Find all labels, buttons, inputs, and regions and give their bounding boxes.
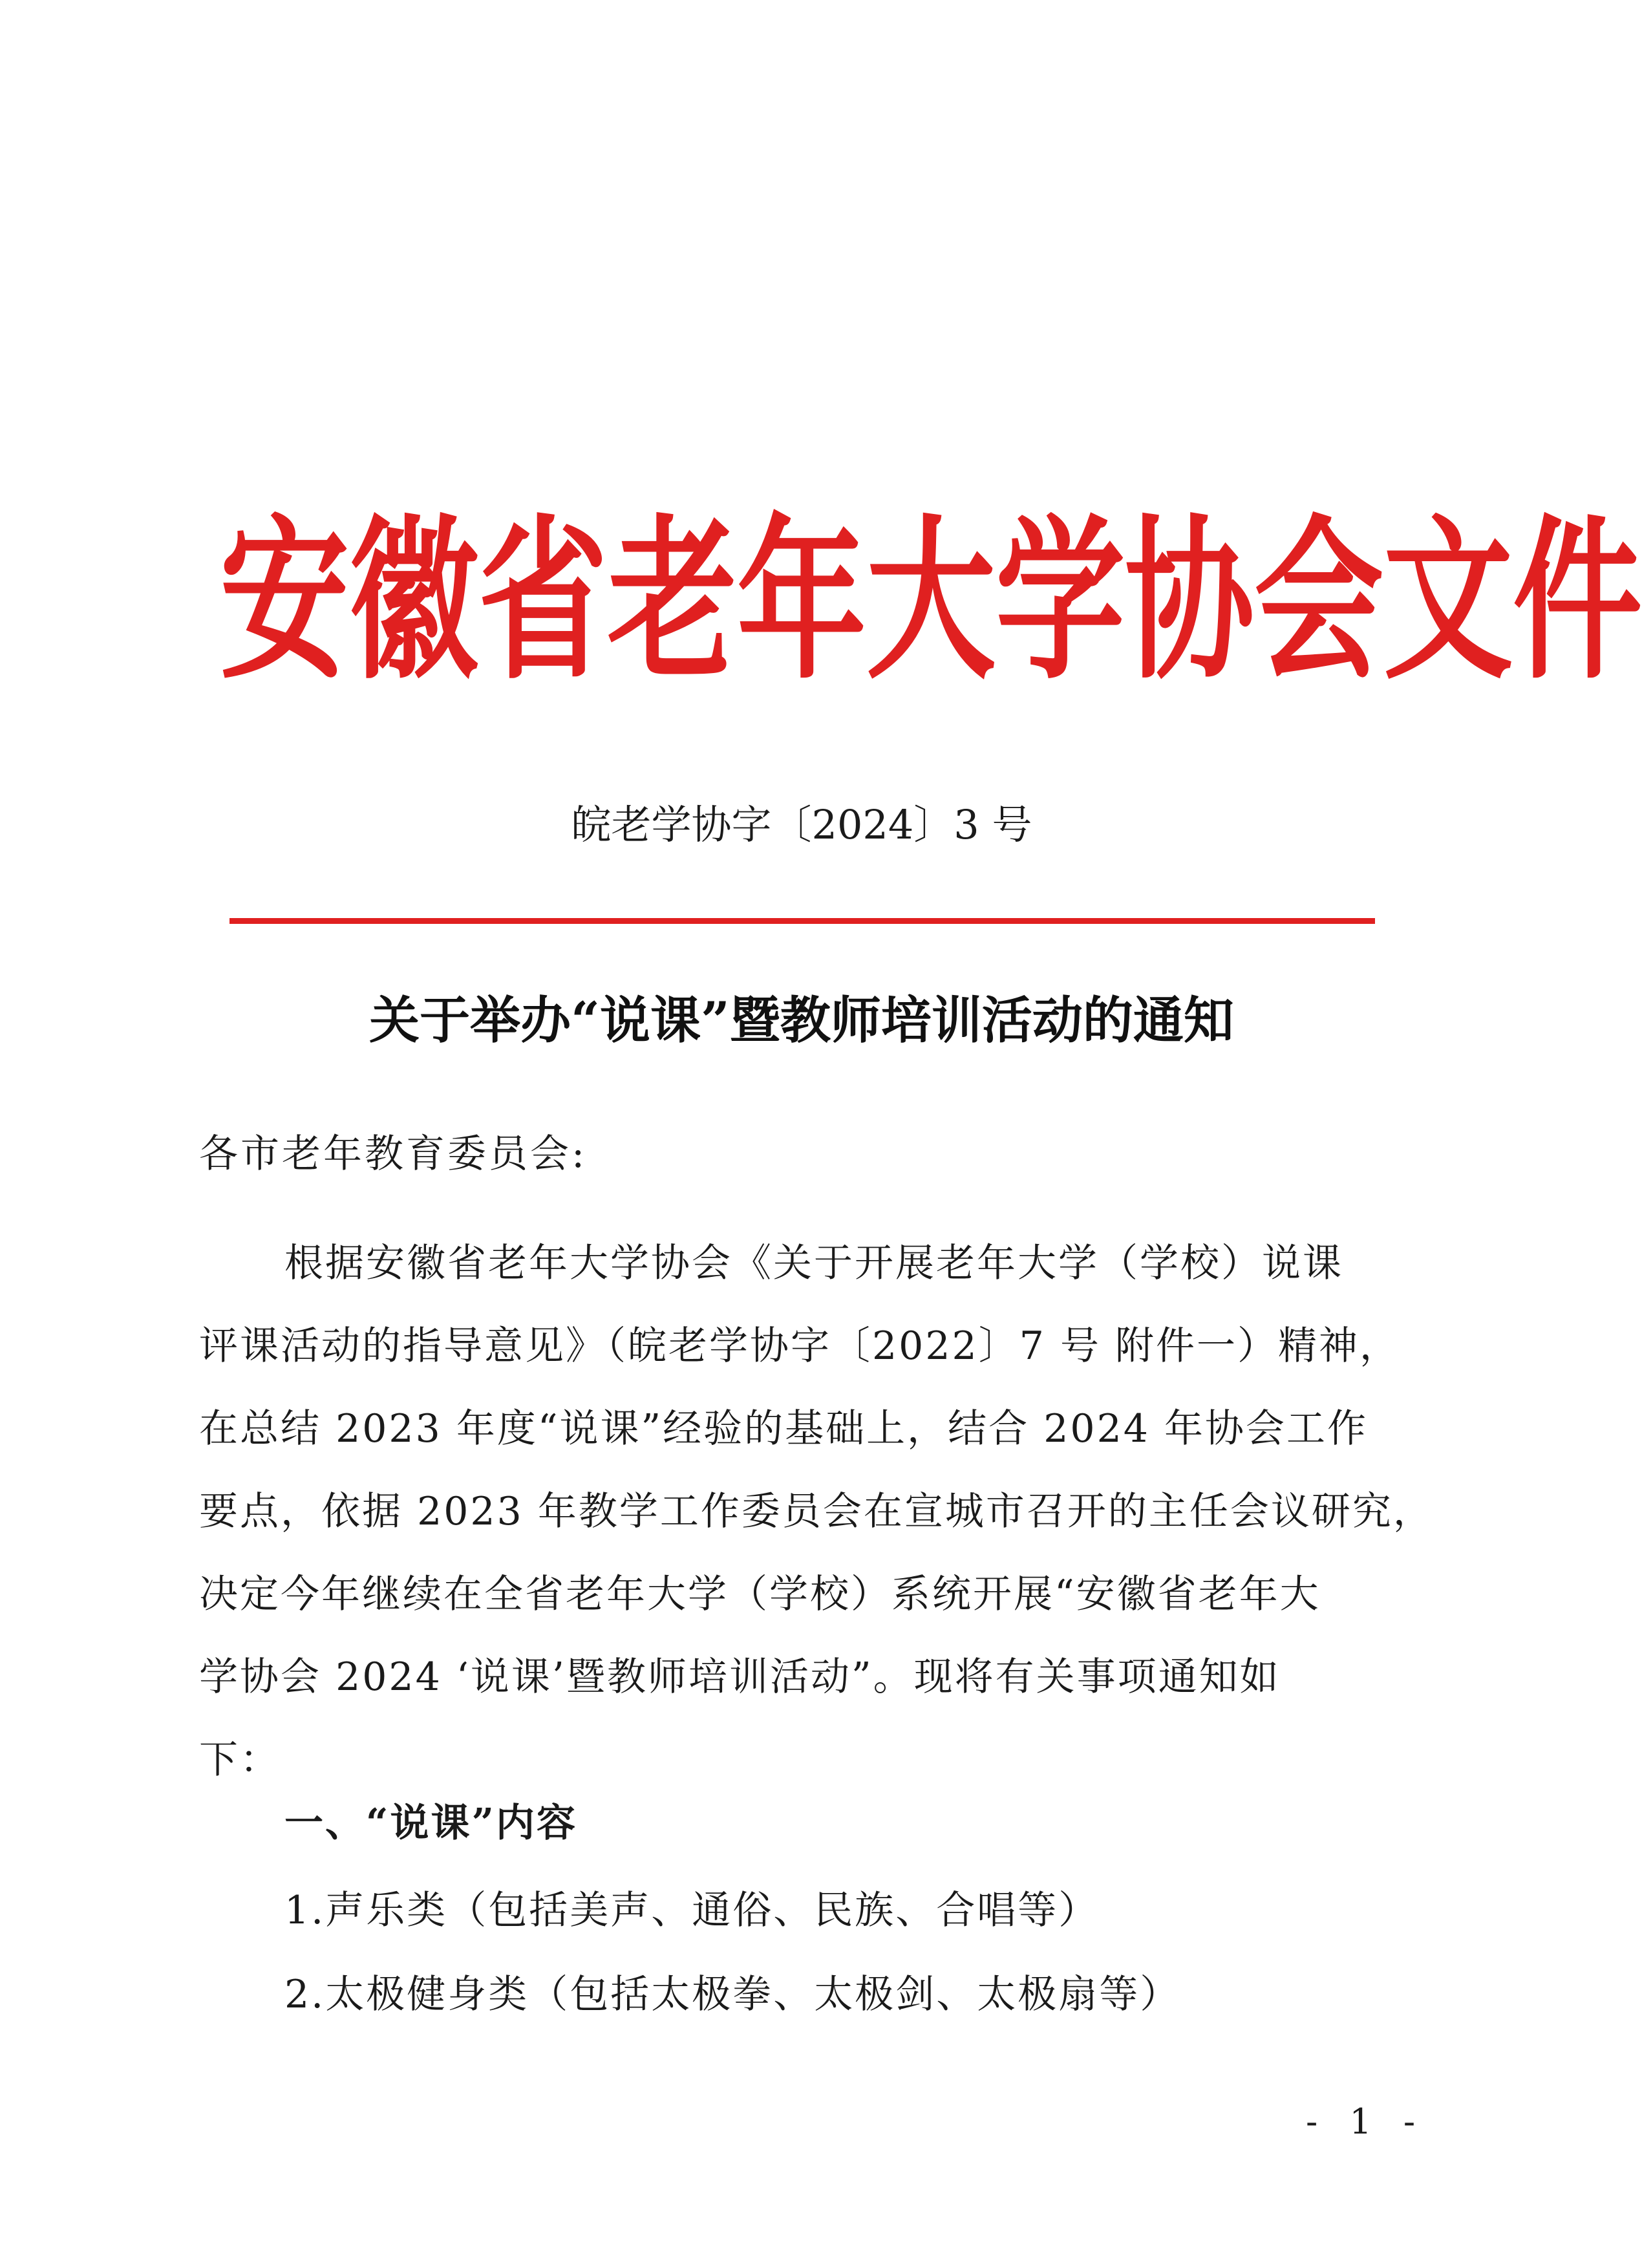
masthead-char: 安: [220, 498, 350, 703]
masthead-title: [220, 498, 1642, 703]
content-item: 1.声乐类（包括美声、通俗、民族、合唱等）: [284, 1888, 1100, 1933]
salutation: 各市老年教育委员会:: [199, 1131, 588, 1177]
masthead-char: 省: [478, 498, 608, 703]
masthead-char: 会: [1254, 498, 1384, 703]
body-line: 学协会 2024 ‘说课’暨教师培训活动”。现将有关事项通知如: [199, 1654, 1281, 1700]
masthead-char: 文: [1383, 498, 1513, 703]
body-line: 在总结 2023 年度“说课”经验的基础上，结合 2024 年协会工作: [199, 1406, 1369, 1451]
notice-title: 关于举办“说课”暨教师培训活动的通知: [369, 991, 1234, 1050]
red-divider-rule: [229, 918, 1375, 924]
body-line: 决定今年继续在全省老年大学（学校）系统开展“安徽省老年大: [199, 1572, 1321, 1617]
body-paragraph: [199, 1222, 1448, 1801]
masthead-char: 徽: [349, 498, 479, 703]
section-heading: 一、“说课”内容: [284, 1801, 578, 1846]
body-line: 评课活动的指导意见》（皖老学协字〔2022〕7 号 附件一）精神，: [199, 1323, 1401, 1369]
document-number: 皖老学协字〔2024〕3 号: [571, 801, 1032, 848]
masthead-char: 协: [1125, 498, 1255, 703]
masthead-char: 老: [608, 498, 738, 703]
body-line: 下：: [199, 1737, 281, 1782]
content-item: 2.太极健身类（包括太极拳、太极剑、太极扇等）: [284, 1972, 1181, 2017]
page-number: - 1 -: [1306, 2101, 1426, 2142]
body-line: 根据安徽省老年大学协会《关于开展老年大学（学校）说课: [284, 1241, 1343, 1286]
body-line: 要点，依据 2023 年教学工作委员会在宣城市召开的主任会议研究，: [199, 1489, 1434, 1534]
masthead-char: 年: [737, 498, 867, 703]
masthead-char: 大: [866, 498, 996, 703]
masthead-char: 学: [996, 498, 1125, 703]
masthead-char: 件: [1513, 498, 1642, 703]
